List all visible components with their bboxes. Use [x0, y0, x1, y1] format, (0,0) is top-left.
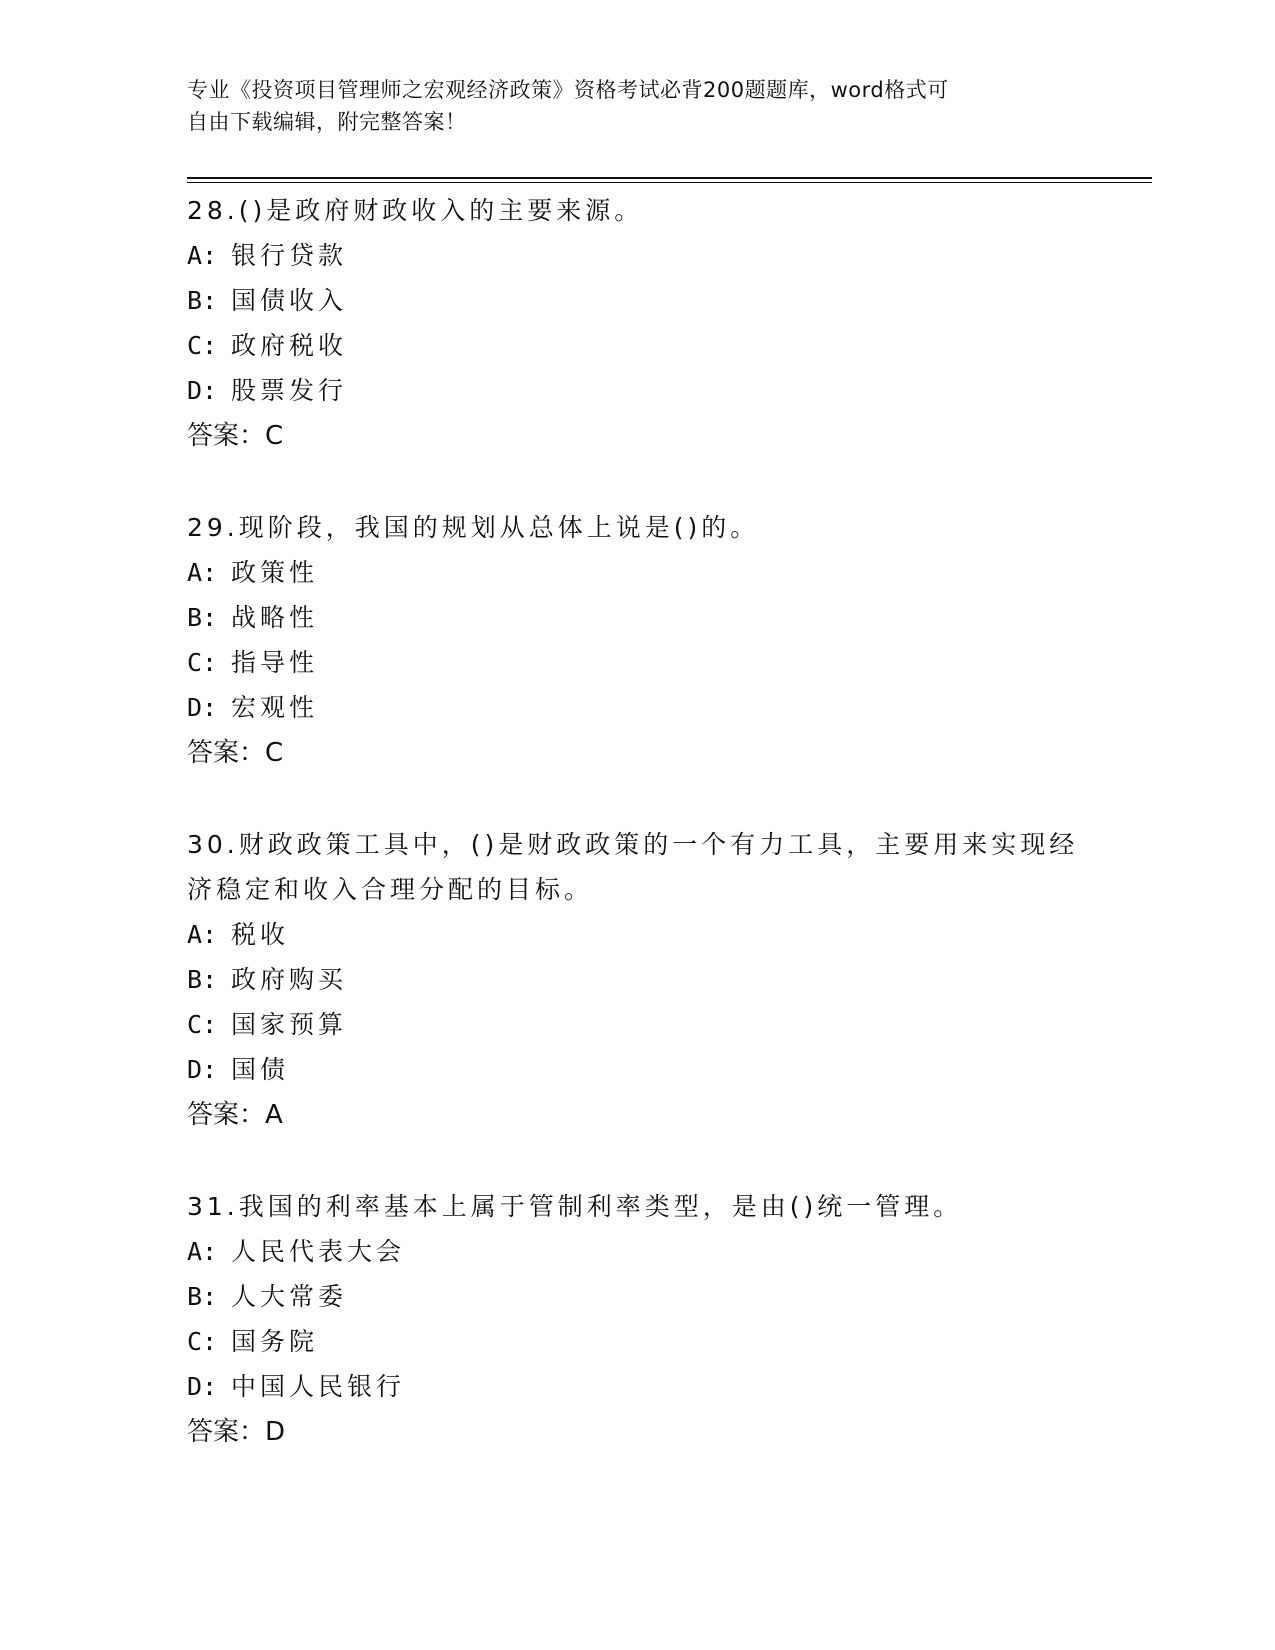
- option-text: 人大常委: [231, 1282, 348, 1311]
- option-key: B:: [187, 286, 218, 315]
- option-key: D:: [187, 376, 218, 405]
- question-stem: 28.()是政府财政收入的主要来源。: [187, 196, 644, 225]
- option-text: 国家预算: [231, 1010, 348, 1039]
- option-b: [187, 278, 1087, 323]
- option-c: [187, 1002, 1087, 1047]
- option-key: A:: [187, 1237, 218, 1266]
- question-list: [187, 188, 1087, 1501]
- option-b: [187, 1274, 1087, 1319]
- option-a: [187, 233, 1087, 278]
- question-stem: 29.现阶段，我国的规划从总体上说是()的。: [187, 513, 760, 542]
- question-item: [187, 505, 1087, 776]
- header-line-1: 专业《投资项目管理师之宏观经济政策》资格考试必背200题题库，word格式可: [187, 78, 949, 102]
- option-d: [187, 685, 1087, 730]
- answer-line: 答案：C: [187, 421, 284, 451]
- option-b: [187, 957, 1087, 1002]
- header-line-2: 自由下载编辑，附完整答案！: [187, 110, 467, 134]
- option-key: B:: [187, 1282, 218, 1311]
- option-key: D:: [187, 1055, 218, 1084]
- option-c: [187, 640, 1087, 685]
- option-a: [187, 912, 1087, 957]
- option-text: 战略性: [231, 603, 319, 632]
- header-divider-thin: [187, 182, 1152, 183]
- question-item: [187, 188, 1087, 459]
- option-text: 政府税收: [231, 331, 348, 360]
- option-c: [187, 1319, 1087, 1364]
- option-key: A:: [187, 241, 218, 270]
- option-key: D:: [187, 1372, 218, 1401]
- option-key: B:: [187, 603, 218, 632]
- option-text: 国务院: [231, 1327, 319, 1356]
- header-divider-thick: [187, 177, 1152, 179]
- option-text: 中国人民银行: [231, 1372, 406, 1401]
- option-text: 人民代表大会: [231, 1237, 406, 1266]
- option-a: [187, 1229, 1087, 1274]
- option-key: A:: [187, 920, 218, 949]
- option-text: 银行贷款: [231, 241, 348, 270]
- option-text: 政策性: [231, 558, 319, 587]
- answer-line: 答案：D: [187, 1417, 286, 1447]
- option-d: [187, 1364, 1087, 1409]
- option-c: [187, 323, 1087, 368]
- question-item: [187, 1184, 1087, 1455]
- option-d: [187, 1047, 1087, 1092]
- question-item: [187, 822, 1087, 1138]
- option-text: 国债收入: [231, 286, 348, 315]
- option-a: [187, 550, 1087, 595]
- question-stem: 31.我国的利率基本上属于管制利率类型，是由()统一管理。: [187, 1192, 963, 1221]
- option-text: 指导性: [231, 648, 319, 677]
- option-b: [187, 595, 1087, 640]
- option-text: 国债: [231, 1055, 290, 1084]
- option-key: C:: [187, 648, 218, 677]
- answer-line: 答案：C: [187, 738, 284, 768]
- option-text: 宏观性: [231, 693, 319, 722]
- question-stem: 30.财政政策工具中，()是财政政策的一个有力工具，主要用来实现经济稳定和收入合理分配的目标。: [187, 830, 1079, 904]
- option-key: C:: [187, 331, 218, 360]
- option-key: C:: [187, 1327, 218, 1356]
- option-key: B:: [187, 965, 218, 994]
- option-d: [187, 368, 1087, 413]
- option-text: 政府购买: [231, 965, 348, 994]
- option-text: 股票发行: [231, 376, 348, 405]
- option-key: C:: [187, 1010, 218, 1039]
- document-header: [187, 74, 1067, 138]
- option-key: A:: [187, 558, 218, 587]
- option-text: 税收: [231, 920, 290, 949]
- option-key: D:: [187, 693, 218, 722]
- answer-line: 答案：A: [187, 1100, 283, 1130]
